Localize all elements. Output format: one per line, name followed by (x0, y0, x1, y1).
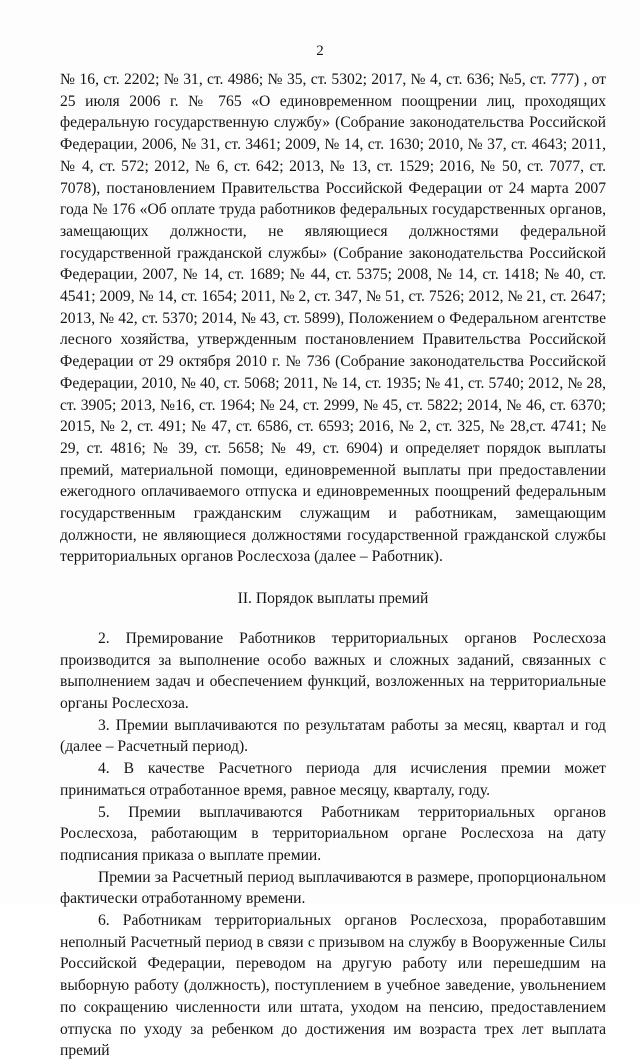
section-heading: II. Порядок выплаты премий (237, 590, 429, 608)
document-body (60, 69, 606, 1062)
clause-5-continuation-paragraph: Премии за Расчетный период выплачиваются в размере, пропорциональном фактически отработанному времени. (60, 868, 606, 908)
clause-6-paragraph: 6. Работникам территориальных органов Рослесхоза, проработавшим неполный Расчетный период в связи с призывом на службу в Вооруженные Силы Российской Федерации, переводом на другую работу или перешедшим на выборную работу (должность), поступлением в учебное заведение, увольнением по сокращению численности или штата, уходом на пенсию, предоставлением отпуска по уходу за ребенком до достижения им возраста трех лет выплата премий (60, 912, 606, 1060)
intro-paragraph: № 16, ст. 2202; № 31, ст. 4986; № 35, ст. 5302; 2017, № 4, ст. 636; №5, ст. 777) , от 25 июля 2006 г. № 765 «О единовременном поощрении лиц, проходящих федеральную государственную службу» (Собрание законодательства Российской Федерации, 2006, № 31, ст. 3461; 2009, № 14, ст. 1630; 2010, № 37, ст. 4643; 2011, № 4, ст. 572; 2012, № 6, ст. 642; 2013, № 13, ст. 1529; 2016, № 50, ст. 7077, ст. 7078), постановлением Правительства Российской Федерации от 24 марта 2007 года № 176 «Об оплате труда работников федеральных государственных органов, замещающих должности, не являющиеся должностями федеральной государственной гражданской службы» (Собрание законодательства Российской Федерации, 2007, № 14, ст. 1689; № 44, ст. 5375; 2008, № 14, ст. 1418; № 40, ст. 4541; 2009, № 14, ст. 1654; 2011, № 2, ст. 347, № 51, ст. 7526; 2012, № 21, ст. 2647; 2013, № 42, ст. 5370; 2014, № 43, ст. 5899), Положением о Федеральном агентстве лесного хозяйства, утвержденным постановлением Правительства Российской Федерации от 29 октября 2010 г. № 736 (Собрание законодательства Российской Федерации, 2010, № 40, ст. 5068; 2011, № 14, ст. 1935; № 41, ст. 5740; 2012, № 28, ст. 3905; 2013, №16, ст. 1964; № 24, ст. 2999, № 45, ст. 5822; 2014, № 46, ст. 6370; 2015, № 2, ст. 491; № 47, ст. 6586, ст. 6593; 2016, № 2, ст. 325, № 28,ст. 4741; № 29, ст. 4816; № 39, ст. 5658; № 49, ст. 6904) и определяет порядок выплаты премий, материальной помощи, единовременной выплаты при предоставлении ежегодного оплачиваемого отпуска и единовременных поощрений федеральным государственным гражданским служащим и работникам, замещающим должности, не являющиеся должностями государственной гражданской службы территориальных органов Рослесхоза (далее – Работник). (60, 71, 606, 566)
clause-4-paragraph: 4. В качестве Расчетного периода для исчисления премии может приниматься отработанное время, равное месяцу, кварталу, году. (60, 760, 606, 799)
clause-5-paragraph: 5. Премии выплачиваются Работникам территориальных органов Рослесхоза, работающим в территориальном органе Рослесхоза на дату подписания приказа о выплате премии. (60, 803, 606, 864)
page-number: 2 (316, 43, 324, 59)
clause-3-paragraph: 3. Премии выплачиваются по результатам работы за месяц, квартал и год (далее – Расчетный период). (60, 716, 606, 756)
clause-2-paragraph: 2. Премирование Работников территориальных органов Рослесхоза производится за выполнение особо важных и сложных заданий, связанных с выполнением задач и обеспечением функций, возложенных на территориальные органы Рослесхоза. (60, 629, 606, 712)
